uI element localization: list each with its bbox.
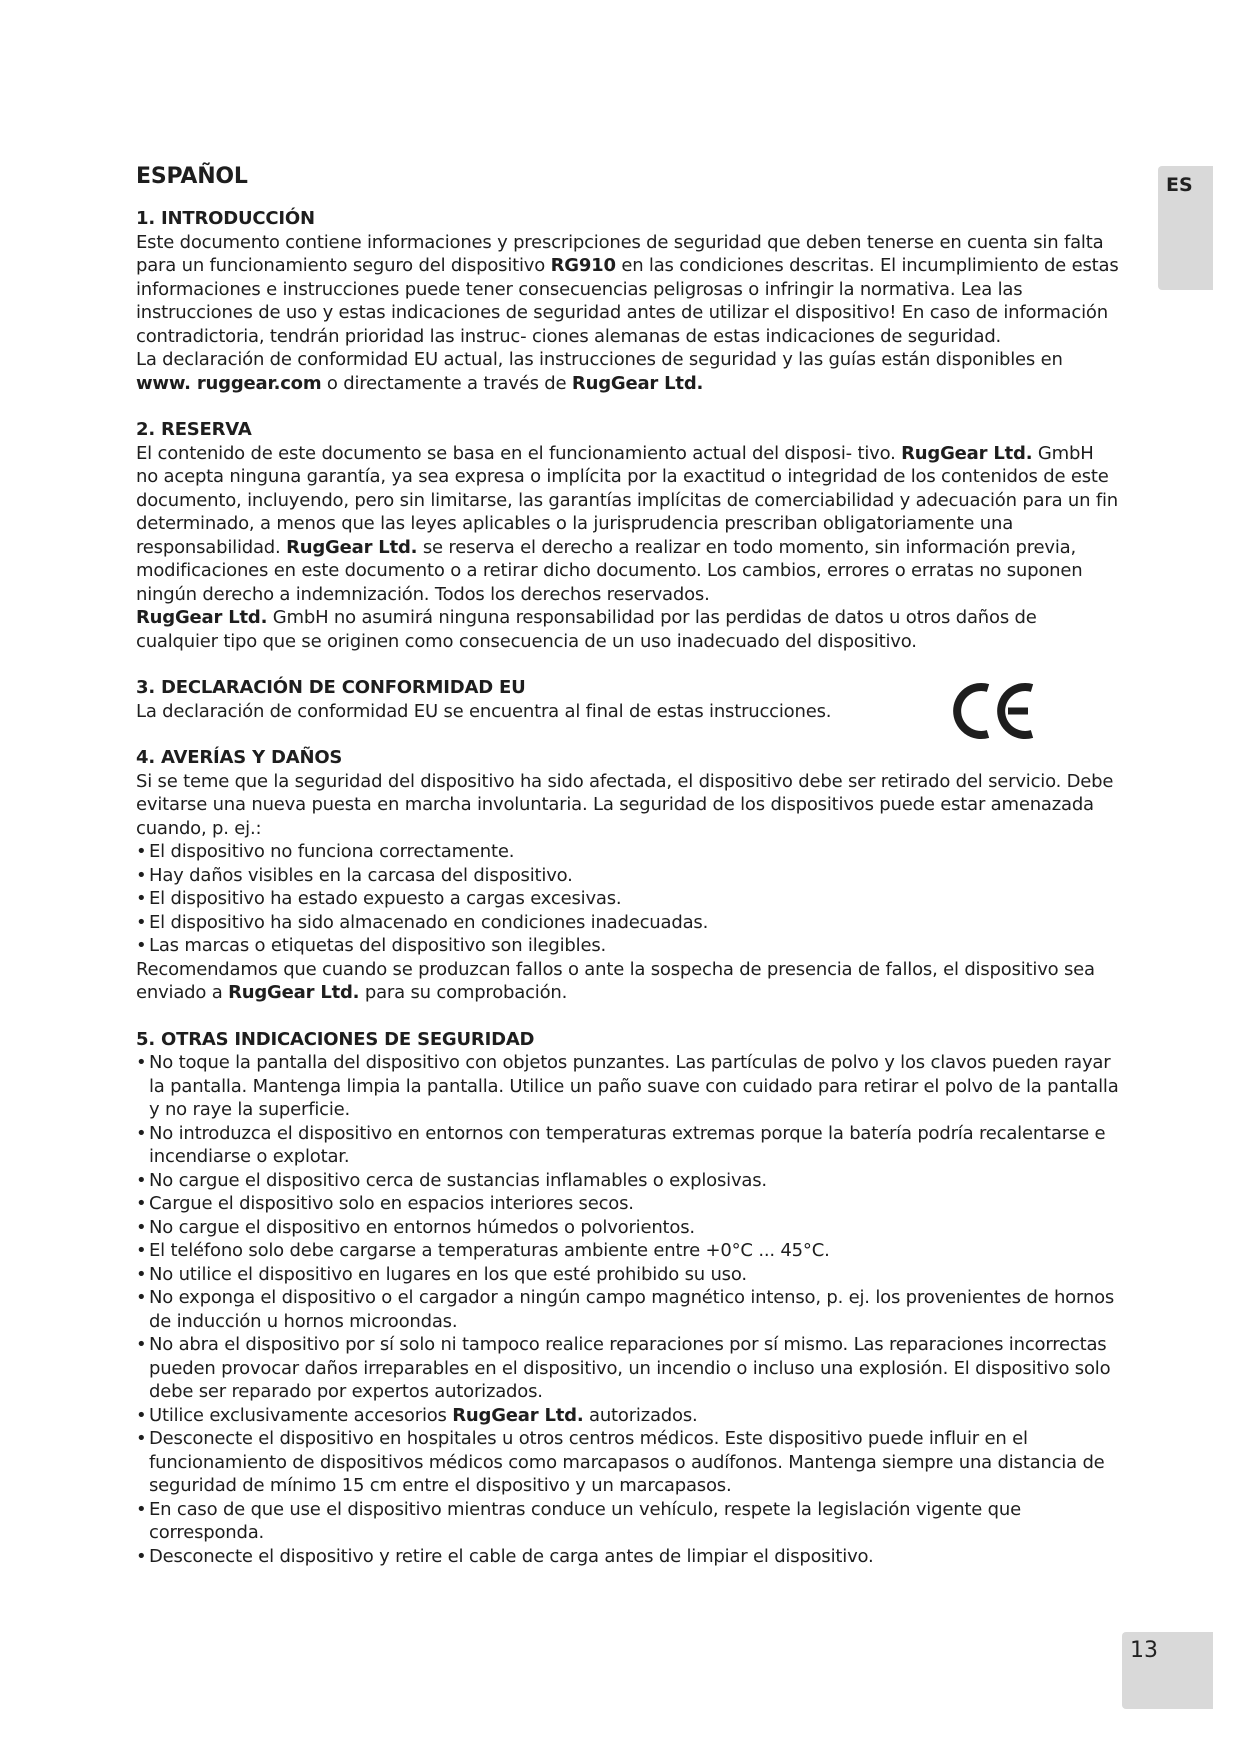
company-name: RugGear Ltd. (452, 1404, 584, 1426)
text-run: Recomendamos que cuando se produzcan fallos o ante la sospecha de presencia de fallos, el dispositivo sea enviado a (136, 958, 1095, 1003)
website-link[interactable]: www. ruggear.com (136, 372, 322, 394)
list-item: • El dispositivo ha estado expuesto a cargas excesivas. (136, 887, 1121, 911)
text-run: GmbH no asumirá ninguna responsabilidad por las perdidas de datos u otros daños de cualquier tipo que se originen como consecuencia de un uso inadecuado del dispositivo. (136, 607, 1037, 652)
list-item: • Hay daños visibles en la carcasa del dispositivo. (136, 864, 1121, 888)
paragraph (136, 231, 1121, 349)
section-heading: 4. AVERÍAS Y DAÑOS (136, 747, 343, 768)
bullet-list (136, 1051, 1121, 1568)
paragraph (136, 606, 1121, 653)
list-item: • No introduzca el dispositivo en entornos con temperaturas extremas porque la batería podría recalentarse e incendiarse o explotar. (136, 1122, 1121, 1169)
list-item: • El teléfono solo debe cargarse a temperaturas ambiente entre +0°C ... 45°C. (136, 1239, 1121, 1263)
text-run: se reserva el derecho a realizar en todo momento, sin información previa, modificaciones en este documento o a retirar dicho documento. Los cambios, errores o erratas no suponen ningún derecho a indemnización. Todos los derechos reservados. (136, 536, 1083, 605)
list-item: • No utilice el dispositivo en lugares en los que esté prohibido su uso. (136, 1263, 1121, 1287)
text-run: Este documento contiene informaciones y prescripciones de seguridad que deben tenerse en cuenta sin falta para un funcionamiento seguro del dispositivo (136, 231, 1104, 276)
list-item: • En caso de que use el dispositivo mientras conduce un vehículo, respete la legislación vigente que corresponda. (136, 1498, 1121, 1545)
list-item: • No toque la pantalla del dispositivo con objetos punzantes. Las partículas de polvo y los clavos pueden rayar la pantalla. Mantenga limpia la pantalla. Utilice un paño suave con cuidado para retirar el polvo de la pantalla y no raye la superficie. (136, 1051, 1121, 1122)
text-run: autorizados. (583, 1404, 698, 1426)
section-heading: 5. OTRAS INDICACIONES DE SEGURIDAD (136, 1028, 535, 1050)
text-run: para su comprobación. (359, 982, 568, 1003)
document-body (136, 164, 1121, 1591)
list-item: • No abra el dispositivo por sí solo ni tampoco realice reparaciones por sí mismo. Las reparaciones incorrectas pueden provocar daños irreparables en el dispositivo, un incendio o incluso una explosión. El dispositivo solo debe ser reparado por expertos autorizados. (136, 1333, 1121, 1404)
list-item: • Las marcas o etiquetas del dispositivo son ilegibles. (136, 934, 1121, 958)
list-item: • El dispositivo no funciona correctamente. (136, 840, 1121, 864)
list-item: • No cargue el dispositivo cerca de sustancias inflamables o explosivas. (136, 1169, 1121, 1193)
company-name: RugGear Ltd. (228, 982, 360, 1003)
text-run: o directamente a través de (321, 372, 572, 394)
section-introduccion (136, 207, 1121, 395)
page-number: 13 (1130, 1638, 1158, 1663)
paragraph (136, 958, 1121, 1005)
list-item: • Desconecte el dispositivo y retire el cable de carga antes de limpiar el dispositivo. (136, 1545, 1121, 1569)
text-run: La declaración de conformidad EU actual, las instrucciones de seguridad y las guías están disponibles en (136, 349, 1063, 370)
company-name: RugGear Ltd. (286, 536, 418, 558)
ce-mark-icon (952, 680, 1040, 742)
paragraph (136, 442, 1121, 607)
company-name: RugGear Ltd. (136, 607, 268, 628)
company-name: RugGear Ltd. (571, 372, 704, 394)
bullet-list (136, 840, 1121, 958)
company-name: RugGear Ltd. (901, 442, 1033, 464)
list-item (136, 1404, 1121, 1428)
list-item: • Cargue el dispositivo solo en espacios interiores secos. (136, 1192, 1121, 1216)
section-heading: 1. INTRODUCCIÓN (136, 208, 315, 229)
page-number-tab (1122, 1632, 1213, 1709)
list-item: • Desconecte el dispositivo en hospitales u otros centros médicos. Este dispositivo puede influir en el funcionamiento de dispositivos médicos como marcapasos o audífonos. Mantenga siempre una distancia de seguridad de mínimo 15 cm entre el dispositivo y un marcapasos. (136, 1427, 1121, 1498)
list-item: • No exponga el dispositivo o el cargador a ningún campo magnético intenso, p. ej. los provenientes de hornos de inducción u hornos microondas. (136, 1286, 1121, 1333)
language-tab-label: ES (1166, 174, 1193, 196)
text-run: GmbH no acepta ninguna garantía, ya sea expresa o implícita por la exactitud o integridad de los contenidos de este documento, incluyendo, pero sin limitarse, las garantías implícitas de comerciabilidad y adecuación para un fin determinado, a menos que las leyes aplicables o la jurisprudencia prescriban obligatoriamente una responsabilidad. (136, 442, 1119, 558)
paragraph: La declaración de conformidad EU se encuentra al final de estas instrucciones. (136, 700, 832, 722)
model-name: RG910 (550, 255, 616, 276)
section-heading: 3. DECLARACIÓN DE CONFORMIDAD EU (136, 677, 526, 698)
list-item: • El dispositivo ha sido almacenado en condiciones inadecuadas. (136, 911, 1121, 935)
text-run: Utilice exclusivamente accesorios (149, 1404, 453, 1426)
section-reserva (136, 418, 1121, 653)
paragraph (136, 348, 1121, 395)
text-run: en las condiciones descritas. El incumplimiento de estas informaciones e instrucciones puede tener consecuencias peligrosas o infringir la normativa. Lea las instrucciones de uso y estas indicaciones de seguridad antes de utilizar el dispositivo! En caso de información contradictoria, tendrán prioridad las instruc- ciones alemanas de estas indicaciones de seguridad. (136, 255, 1119, 347)
list-item: • No cargue el dispositivo en entornos húmedos o polvorientos. (136, 1216, 1121, 1240)
language-tab (1158, 166, 1213, 290)
section-heading: 2. RESERVA (136, 419, 252, 440)
page-title: ESPAÑOL (136, 164, 248, 189)
paragraph: Si se teme que la seguridad del dispositivo ha sido afectada, el dispositivo debe ser retirado del servicio. Debe evitarse una nueva puesta en marcha involuntaria. La seguridad de los dispositivos puede estar amenazada cuando, p. ej.: (136, 770, 1114, 839)
section-otras-indicaciones (136, 1028, 1121, 1569)
text-run: El contenido de este documento se basa en el funcionamiento actual del disposi- tivo. (136, 442, 902, 464)
section-averias (136, 746, 1121, 1005)
